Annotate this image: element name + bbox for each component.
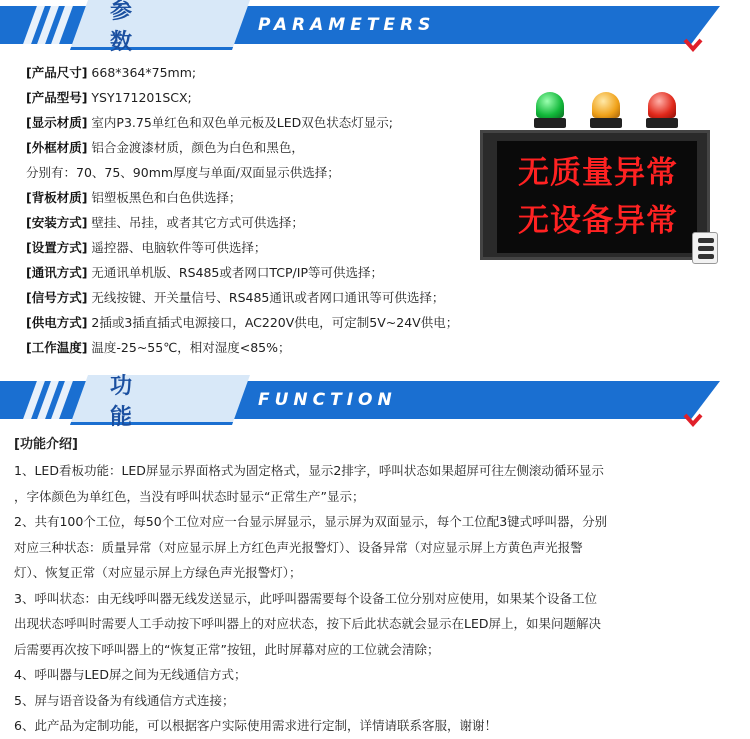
- param-value: 2插或3插直插式电源接口，AC220V供电，可定制5V~24V供电；: [87, 315, 459, 330]
- parameters-banner: [0, 0, 750, 55]
- wireless-caller-icon: [692, 232, 718, 264]
- function-line: 1、LED看板功能：LED屏显示界面格式为固定格式，显示2排字，呼叫状态如果超屏可往左侧滚动循环显示: [14, 463, 604, 478]
- green-alarm-lamp-icon: [536, 92, 564, 128]
- led-line-1: 无质量异常: [518, 155, 678, 191]
- function-line: 6、此产品为定制功能，可以根据客户实际使用需求进行定制，详情请联系客服，谢谢！: [14, 718, 497, 733]
- param-value: 分别有：70、75、90mm厚度与单面/双面显示供选择；: [26, 165, 340, 180]
- param-row: [26, 60, 496, 85]
- param-value: 温度-25~55℃，相对湿度<85%；: [87, 340, 291, 355]
- param-key: [背板材质]: [26, 190, 88, 205]
- param-key: [供电方式]: [26, 315, 88, 330]
- param-key: [产品型号]: [26, 90, 88, 105]
- param-row: [26, 335, 496, 360]
- param-row: [26, 260, 496, 285]
- function-title: [功能介绍]: [14, 437, 78, 452]
- parameters-list: [26, 60, 496, 360]
- param-key: [显示材质]: [26, 115, 88, 130]
- param-row: [26, 135, 496, 160]
- param-value: 铝合金渡漆材质，颜色为白色和黑色，: [87, 140, 304, 155]
- function-line: 对应三种状态：质量异常（对应显示屏上方红色声光报警灯）、设备异常（对应显示屏上方黄色声光报警: [14, 539, 583, 555]
- product-image: [478, 88, 718, 278]
- function-title-cn: 功 能: [110, 374, 173, 430]
- param-row: [26, 210, 496, 235]
- function-line: 5、屏与语音设备为有线通信方式连接；: [14, 692, 235, 708]
- param-key: [产品尺寸]: [26, 65, 88, 80]
- function-line: 灯）、恢复正常（对应显示屏上方绿色声光报警灯）；: [14, 565, 302, 580]
- parameters-title-cn: 参 数: [110, 0, 173, 55]
- function-line: 4、呼叫器与LED屏之间为无线通信方式；: [14, 667, 247, 682]
- function-line: 2、共有100个工位，每50个工位对应一台显示屏显示，显示屏为双面显示，每个工位配3键式呼叫器，分别: [14, 514, 608, 529]
- param-row: [26, 160, 496, 185]
- param-value: 室内P3.75单红色和双色单元板及LED双色状态灯显示;: [87, 115, 393, 130]
- param-key: [工作温度]: [26, 340, 88, 355]
- param-row: [26, 235, 496, 260]
- param-value: 遥控器、电脑软件等可供选择；: [87, 240, 267, 255]
- param-value: 668*364*75mm;: [87, 65, 197, 80]
- yellow-alarm-lamp-icon: [592, 92, 620, 128]
- param-value: 壁挂、吊挂，或者其它方式可供选择；: [87, 215, 304, 230]
- param-row: [26, 185, 496, 210]
- param-key: [外框材质]: [26, 140, 88, 155]
- parameters-title-en: PARAMETERS: [258, 15, 436, 35]
- function-banner: [0, 374, 750, 430]
- param-row: [26, 285, 496, 310]
- param-value: 铝塑板黑色和白色供选择；: [87, 190, 242, 205]
- led-line-2: 无设备异常: [518, 203, 678, 239]
- param-key: [设置方式]: [26, 240, 88, 255]
- param-row: [26, 85, 496, 110]
- function-section: [14, 432, 734, 739]
- param-row: [26, 110, 496, 135]
- red-alarm-lamp-icon: [648, 92, 676, 128]
- function-line: 出现状态呼叫时需要人工手动按下呼叫器上的对应状态，按下后此状态就会显示在LED屏上，如果问题解决: [14, 616, 601, 631]
- chevron-down-icon: [683, 38, 703, 52]
- param-key: [信号方式]: [26, 290, 88, 305]
- led-board: [480, 130, 710, 260]
- param-value: YSY171201SCX;: [87, 90, 192, 105]
- function-title-en: FUNCTION: [258, 390, 397, 410]
- chevron-down-icon: [683, 413, 703, 427]
- param-row: [26, 310, 496, 335]
- function-line: ，字体颜色为单红色，当没有呼叫状态时显示“正常生产”显示；: [14, 488, 365, 504]
- led-screen: [497, 141, 697, 253]
- function-line: 3、呼叫状态：由无线呼叫器无线发送显示，此呼叫器需要每个设备工位分别对应使用，如果某个设备工位: [14, 590, 597, 606]
- param-key: [通讯方式]: [26, 265, 88, 280]
- function-line: 后需要再次按下呼叫器上的“恢复正常”按钮，此时屏幕对应的工位就会清除；: [14, 641, 440, 657]
- param-value: 无通讯单机版、RS485或者网口TCP/IP等可供选择；: [87, 265, 383, 280]
- param-key: [安装方式]: [26, 215, 88, 230]
- param-value: 无线按键、开关量信号、RS485通讯或者网口通讯等可供选择；: [87, 290, 445, 305]
